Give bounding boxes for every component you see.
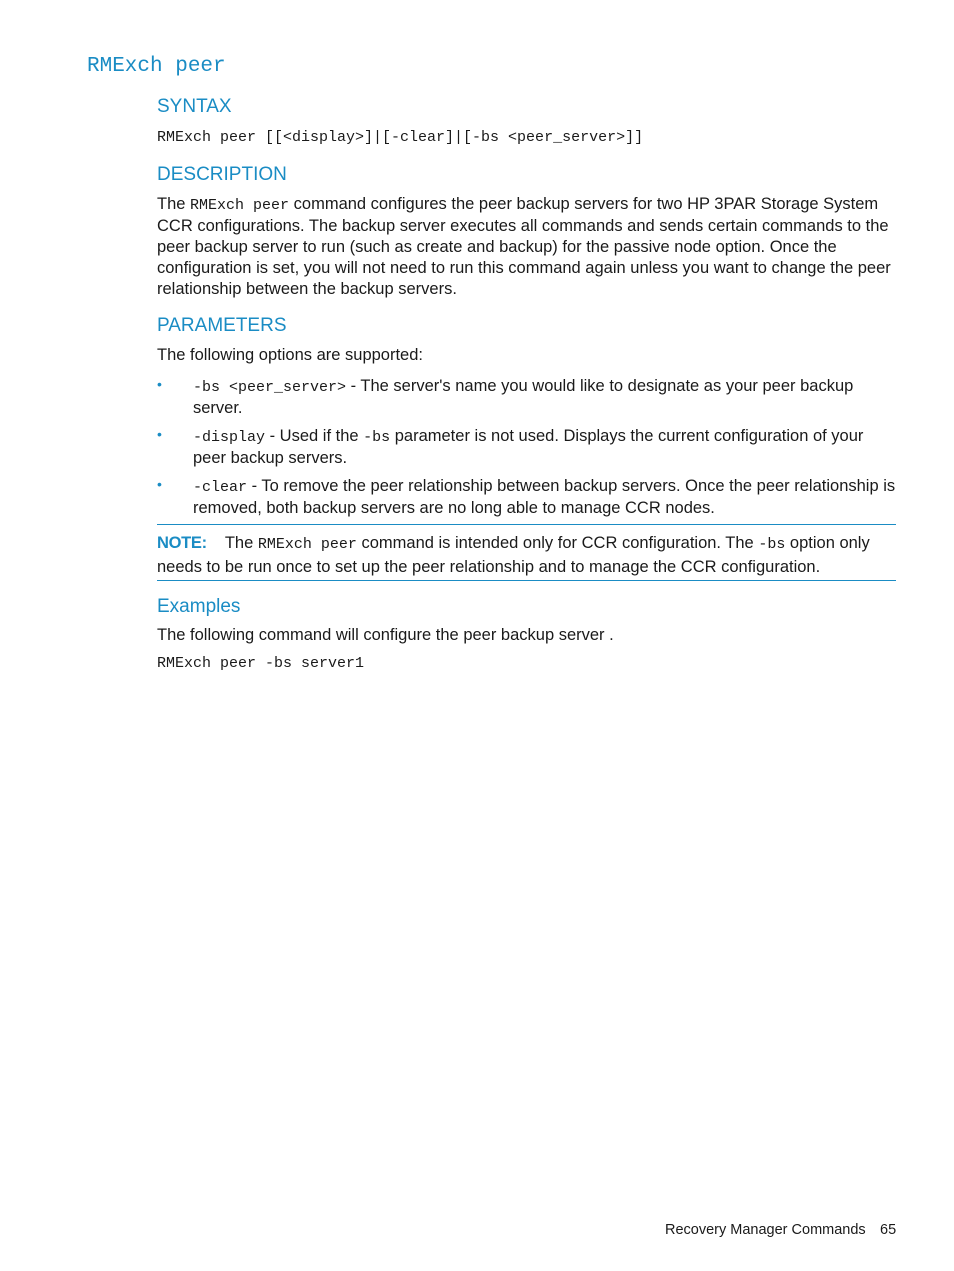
parameter-text: - To remove the peer relationship between backup servers. Once the peer relationship is removed, both backup servers are no long able to manage CCR nodes. [193, 477, 896, 517]
note-bottom-rule [157, 580, 896, 581]
parameter-code: -display [193, 429, 266, 446]
note-box [157, 532, 899, 578]
parameter-item-bs [193, 376, 899, 419]
note-code: -bs [758, 536, 786, 553]
parameter-inline-code: -bs [363, 429, 391, 446]
note-code: RMExch peer [257, 536, 357, 553]
parameter-item-display [193, 426, 899, 469]
parameters-heading: PARAMETERS [157, 315, 287, 336]
syntax-line: RMExch peer [[<display>]|[-clear]|[-bs <peer_server>]] [157, 129, 644, 146]
description-text-rest: command configures the peer backup servers for two HP 3PAR Storage System CCR configurations. The backup server executes all commands and sends certain commands to the peer backup server to run (such as create and backup) for the passive node option. Once the configuration is set, you will not need to run this command again unless you want to change the peer relationship between the backup servers. [157, 195, 891, 298]
examples-heading: Examples [157, 596, 241, 617]
note-text: option only needs to be run once to set up the peer relationship and to manage the CCR configuration. [157, 534, 870, 576]
note-label: NOTE: [157, 534, 207, 552]
parameter-item-clear [193, 476, 899, 519]
parameter-text: - Used if the [265, 427, 364, 445]
bullet-glyph: • [157, 476, 162, 492]
note-text: The [224, 534, 258, 552]
description-text-start: The [157, 195, 191, 213]
footer-section-title: Recovery Manager Commands [665, 1222, 866, 1238]
description-heading: DESCRIPTION [157, 164, 287, 185]
bullet-glyph: • [157, 376, 162, 392]
parameter-code: -clear [193, 479, 248, 496]
description-code: RMExch peer [190, 197, 290, 214]
command-title: RMExch peer [87, 55, 226, 78]
note-top-rule [157, 524, 896, 525]
parameters-intro: The following options are supported: [157, 346, 423, 364]
examples-intro: The following command will configure the peer backup server . [157, 626, 614, 644]
page-number: 65 [880, 1222, 897, 1238]
example-command: RMExch peer -bs server1 [157, 655, 365, 672]
description-paragraph [157, 194, 899, 300]
syntax-heading: SYNTAX [157, 96, 232, 117]
parameter-text: parameter is not used. Displays the current configuration of your peer backup servers. [193, 427, 864, 467]
parameter-code: -bs <peer_server> [193, 379, 347, 396]
parameter-text: - The server's name you would like to designate as your peer backup server. [193, 377, 854, 417]
note-text: command is intended only for CCR configuration. The [356, 534, 759, 552]
bullet-glyph: • [157, 426, 162, 442]
